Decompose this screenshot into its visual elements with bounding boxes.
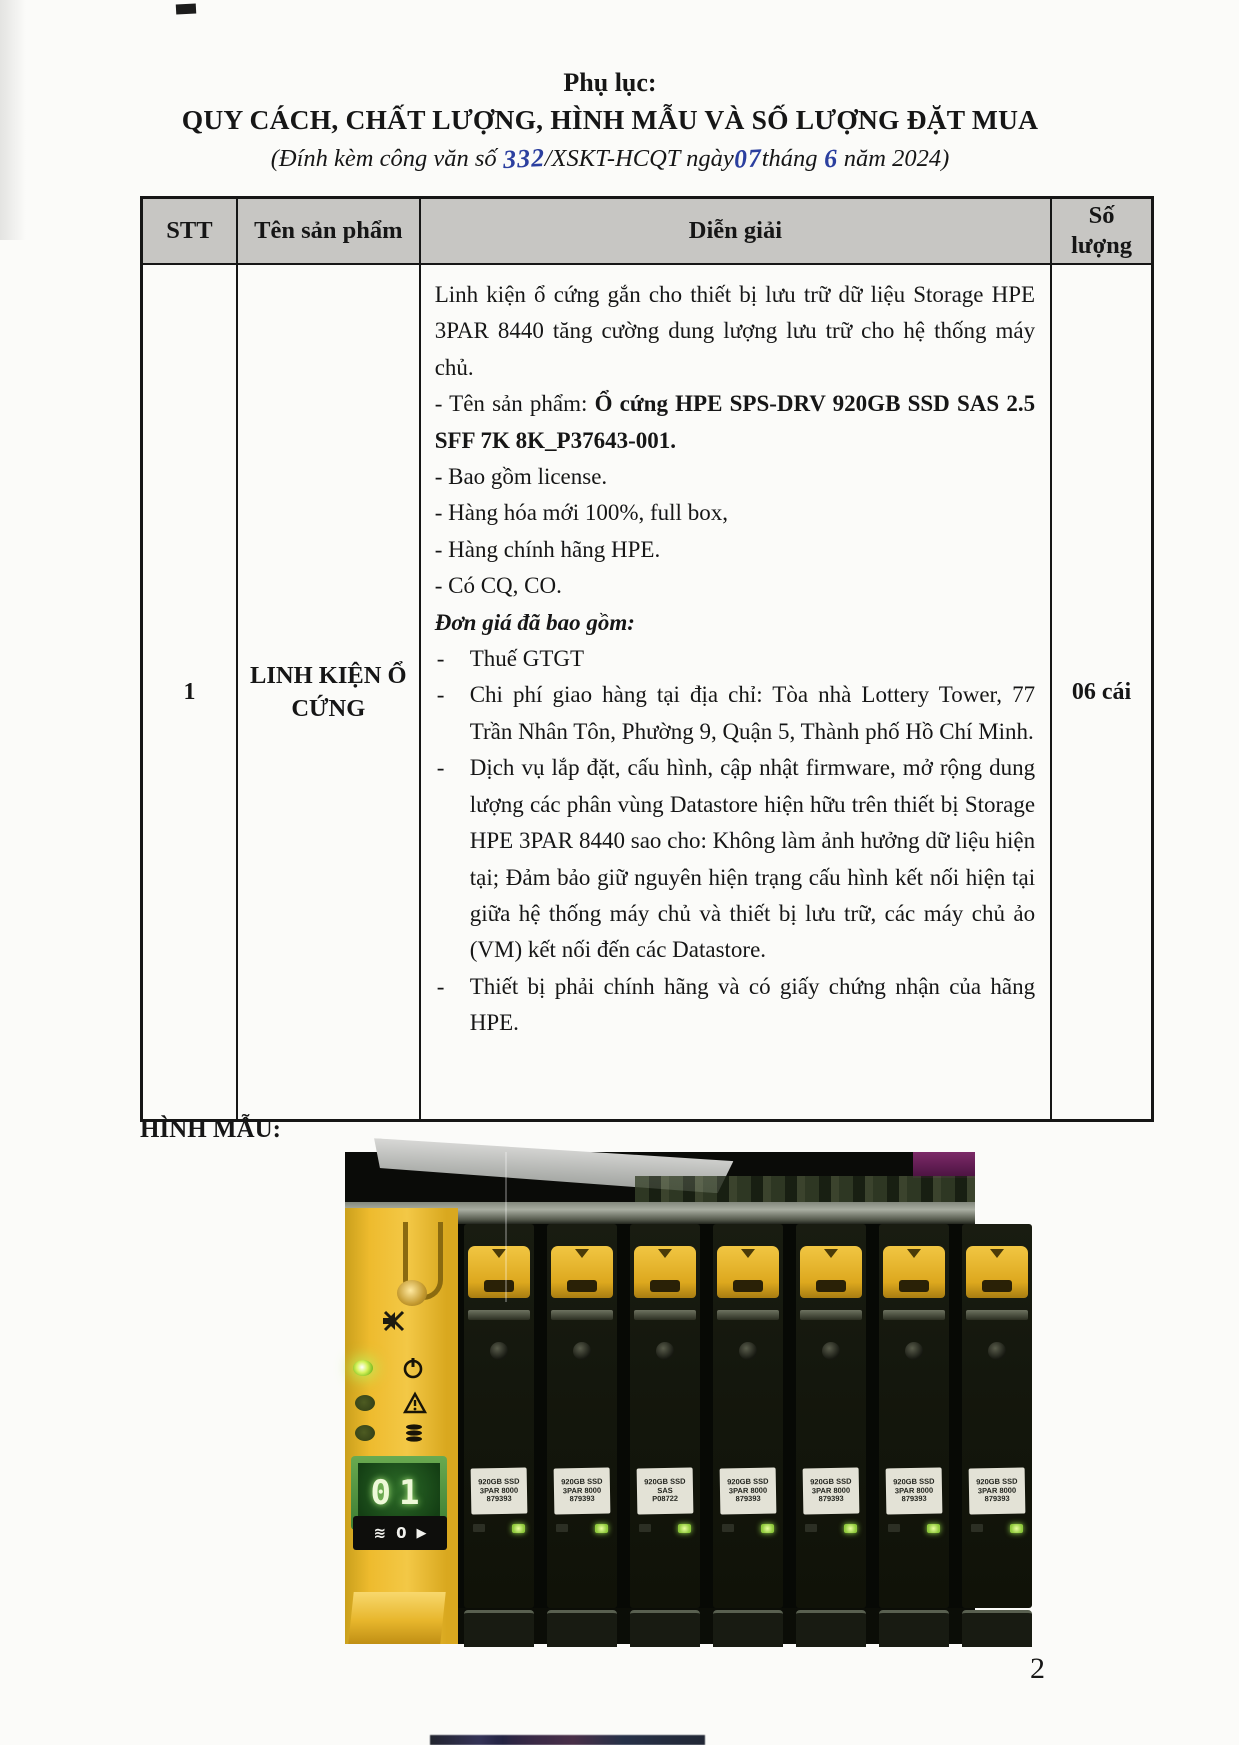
zero-glyph: 0 xyxy=(396,1524,407,1542)
warning-led xyxy=(355,1395,375,1411)
drive-status-led xyxy=(1010,1524,1023,1533)
scan-artifact-top xyxy=(176,3,196,14)
drive-label xyxy=(637,1468,694,1515)
stack-glyph: ≋ xyxy=(373,1524,387,1542)
drive-latch xyxy=(468,1246,530,1298)
drive-label-line3: 879393 xyxy=(818,1494,844,1504)
sample-section-label: HÌNH MẪU: xyxy=(140,1116,281,1143)
drive-label xyxy=(803,1468,860,1515)
drive-screw xyxy=(573,1342,591,1360)
module-foot xyxy=(348,1592,445,1644)
desc-product-line xyxy=(435,386,1035,459)
drive-label-line1: 920GB SSD xyxy=(893,1476,935,1487)
drive-screw xyxy=(988,1342,1006,1360)
desc-bullet: - Hàng hóa mới 100%, full box, xyxy=(434,500,728,526)
header-stt: STT xyxy=(143,199,238,263)
appendix-heading: Phụ lục: xyxy=(563,68,657,97)
drive-status-led xyxy=(844,1524,857,1533)
drive-port xyxy=(473,1524,485,1532)
drive-label-line3: P08722 xyxy=(652,1494,679,1504)
drive-label-line2: 3PAR 8000 xyxy=(728,1485,768,1496)
drive-label xyxy=(471,1468,528,1515)
price-item-text: Thuế GTGT xyxy=(469,646,585,672)
service-processor-module xyxy=(345,1208,458,1644)
drive-screw xyxy=(822,1342,840,1360)
document-subtitle xyxy=(90,140,1130,177)
desc-bullet: - Bao gồm license. xyxy=(434,464,608,490)
drive-bay xyxy=(630,1224,700,1608)
drive-label-line2: 3PAR 8000 xyxy=(479,1485,519,1496)
product-photo xyxy=(345,1152,1018,1644)
cell-quantity xyxy=(1052,265,1151,1119)
power-icon xyxy=(401,1356,425,1380)
document-title: QUY CÁCH, CHẤT LƯỢNG, HÌNH MẪU VÀ SỐ LƯỢNG ĐẶT MUA xyxy=(181,104,1039,135)
dash-bullet: - xyxy=(436,646,445,672)
dash-bullet: - xyxy=(436,682,445,708)
display-value: 01 xyxy=(358,1463,440,1523)
drive-top-edge xyxy=(547,1610,617,1647)
drive-status-led xyxy=(761,1524,774,1533)
drive-label-line2: 3PAR 8000 xyxy=(562,1485,602,1496)
drive-latch xyxy=(800,1246,862,1298)
drive-label-line2: SAS xyxy=(657,1485,673,1495)
desc-intro: Linh kiện ổ cứng gắn cho thiết bị lưu trữ dữ liệu Storage HPE 3PAR 8440 tăng cường dung lượng lưu trữ cho hệ thống máy chủ. xyxy=(434,282,1036,380)
dash-bullet: - xyxy=(436,973,445,999)
desc-price-item xyxy=(435,969,1035,1042)
drive-status-led xyxy=(927,1524,940,1533)
disk-activity-led xyxy=(355,1425,375,1441)
header-product-name: Tên sản phẩm xyxy=(238,199,421,263)
drive-label-line3: 879393 xyxy=(735,1494,761,1504)
drive-label-line3: 879393 xyxy=(901,1494,927,1504)
scan-artifact-bottom xyxy=(430,1735,705,1745)
drive-top-edge xyxy=(796,1610,866,1647)
next-drive-row xyxy=(458,1610,975,1644)
drive-latch xyxy=(717,1246,779,1298)
drive-label xyxy=(886,1468,943,1515)
handwritten-doc-number: 332 xyxy=(502,142,546,175)
subtitle-mid1: /XSKT-HCQT ngày xyxy=(544,145,734,172)
drive-bevel xyxy=(800,1310,862,1320)
power-led xyxy=(353,1360,373,1376)
mute-icon xyxy=(379,1306,409,1341)
drive-latch xyxy=(551,1246,613,1298)
desc-product-name: Ổ cứng HPE SPS-DRV 920GB SSD SAS 2.5 SFF 7K 8K_P37643-001. xyxy=(434,391,1036,453)
price-item-text: Dịch vụ lắp đặt, cấu hình, cập nhật firmware, mở rộng dung lượng các phân vùng Datastore hiện hữu trên thiết bị Storage HPE 3PAR 8440 sao cho: Không làm ảnh hưởng dữ liệu hiện tại; Đảm bảo giữ nguyên hiện trạng cấu hình kết nối hiện tại giữa hệ thống máy chủ và thiết bị lưu trữ, các máy chủ ảo (VM) kết nối đến các Datastore. xyxy=(469,755,1036,963)
desc-product-prefix: - Tên sản phẩm: xyxy=(434,391,595,417)
drive-label-line1: 920GB SSD xyxy=(810,1476,852,1487)
product-name: LINH KIỆN Ổ CỨNG xyxy=(250,662,407,722)
drive-latch xyxy=(634,1246,696,1298)
drive-top-edge xyxy=(879,1610,949,1647)
quantity-value: 06 cái xyxy=(1071,678,1132,705)
drive-label-line1: 920GB SSD xyxy=(561,1476,603,1487)
scan-shadow-left xyxy=(0,0,26,240)
desc-price-item xyxy=(435,677,1035,750)
drive-port xyxy=(971,1524,983,1532)
desc-price-header: Đơn giá đã bao gồm: xyxy=(434,609,635,635)
drive-port xyxy=(556,1524,568,1532)
drive-label xyxy=(720,1468,777,1515)
drive-label-line1: 920GB SSD xyxy=(727,1476,769,1487)
disk-stack-icon xyxy=(403,1422,425,1444)
drive-label-line1: 920GB SSD xyxy=(478,1476,520,1487)
drive-bay xyxy=(962,1224,1032,1608)
drive-screw xyxy=(739,1342,757,1360)
disk-activity-led-row xyxy=(355,1422,425,1444)
drive-latch xyxy=(966,1246,1028,1298)
desc-price-item xyxy=(435,750,1035,968)
drive-port xyxy=(722,1524,734,1532)
drive-screw xyxy=(905,1342,923,1360)
table-header-row xyxy=(143,199,1151,265)
dash-bullet: - xyxy=(436,755,445,781)
subtitle-prefix: (Đính kèm công văn số xyxy=(270,145,503,172)
price-item-text: Thiết bị phải chính hãng và có giấy chứng nhận của hãng HPE. xyxy=(469,973,1036,1036)
desc-bullet: - Hàng chính hãng HPE. xyxy=(434,536,661,562)
header-description: Diễn giải xyxy=(421,199,1052,263)
subtitle-mid2: tháng xyxy=(761,145,824,172)
drive-latch xyxy=(883,1246,945,1298)
drive-label-line1: 920GB SSD xyxy=(976,1476,1018,1487)
table-row xyxy=(143,265,1151,1119)
cell-product-name xyxy=(238,265,421,1119)
drive-port xyxy=(888,1524,900,1532)
drive-top-edge xyxy=(630,1610,700,1647)
photo-scratch-artifact xyxy=(505,1152,507,1302)
handwritten-day: 07 xyxy=(733,143,763,174)
handwritten-month: 6 xyxy=(822,143,839,174)
drive-label xyxy=(969,1468,1026,1515)
drive-label xyxy=(554,1468,611,1515)
subtitle-suffix: năm 2024) xyxy=(837,145,950,172)
drive-screw xyxy=(656,1342,674,1360)
drive-bay xyxy=(547,1224,617,1608)
drive-bevel xyxy=(551,1310,613,1320)
specification-table xyxy=(140,196,1154,1122)
drive-bay xyxy=(464,1224,534,1608)
play-glyph: ▶ xyxy=(416,1525,427,1541)
warning-icon xyxy=(403,1392,427,1414)
warning-led-row xyxy=(355,1392,427,1414)
drive-bay xyxy=(796,1224,866,1608)
drive-row xyxy=(458,1224,1018,1608)
desc-bullet: - Có CQ, CO. xyxy=(434,573,562,599)
drive-port xyxy=(639,1524,651,1532)
photo-corner-artifact xyxy=(913,1152,975,1178)
drive-label-line2: 3PAR 8000 xyxy=(811,1485,851,1496)
drive-status-led xyxy=(678,1524,691,1533)
drive-label-line3: 879393 xyxy=(569,1494,595,1504)
desc-price-item xyxy=(435,641,1035,677)
drive-bevel xyxy=(883,1310,945,1320)
drive-bevel xyxy=(468,1310,530,1320)
drive-top-edge xyxy=(962,1610,1032,1647)
cell-description xyxy=(421,265,1052,1119)
page-number: 2 xyxy=(1030,1652,1045,1685)
drive-bay xyxy=(713,1224,783,1608)
drive-label-line1: 920GB SSD xyxy=(644,1476,686,1487)
drive-bay xyxy=(879,1224,949,1608)
drive-bevel xyxy=(717,1310,779,1320)
header-quantity: Số lượng xyxy=(1071,202,1133,259)
drive-label-line2: 3PAR 8000 xyxy=(894,1485,934,1496)
module-label xyxy=(353,1516,447,1550)
drive-label-line2: 3PAR 8000 xyxy=(977,1485,1017,1496)
drive-screw xyxy=(490,1342,508,1360)
module-thumbscrew xyxy=(397,1280,427,1306)
drive-status-led xyxy=(512,1524,525,1533)
price-item-text: Chi phí giao hàng tại địa chỉ: Tòa nhà Lottery Tower, 77 Trần Nhân Tôn, Phường 9, Quận 5, Thành phố Hồ Chí Minh. xyxy=(469,682,1036,744)
power-led-row xyxy=(353,1356,425,1380)
row-index: 1 xyxy=(183,678,196,705)
cell-stt xyxy=(143,265,238,1119)
title-block xyxy=(90,66,1130,177)
drive-port xyxy=(805,1524,817,1532)
description-text xyxy=(421,265,1050,1050)
drive-status-led xyxy=(595,1524,608,1533)
drive-top-edge xyxy=(464,1610,534,1647)
drive-label-line3: 879393 xyxy=(984,1494,1010,1504)
drive-label-line3: 879393 xyxy=(486,1494,512,1504)
drive-bevel xyxy=(634,1310,696,1320)
photo-cable-texture xyxy=(635,1176,975,1202)
drive-top-edge xyxy=(713,1610,783,1647)
drive-bevel xyxy=(966,1310,1028,1320)
